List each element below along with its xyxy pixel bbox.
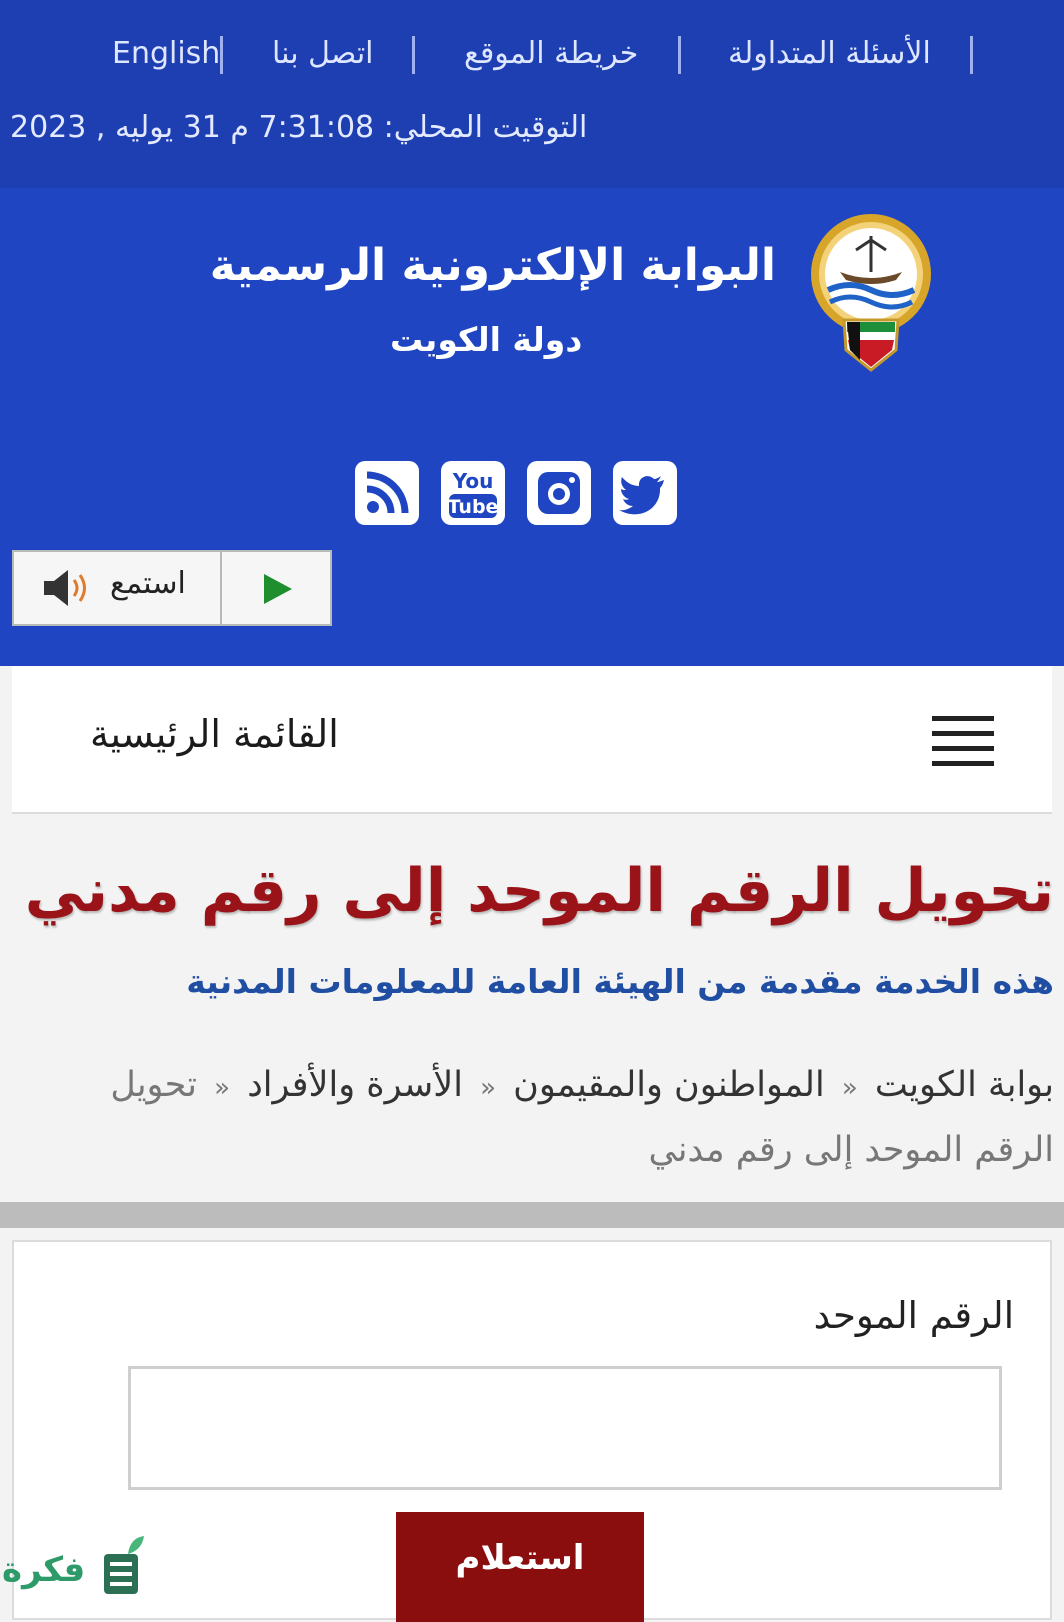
unified-number-input[interactable]: [128, 1366, 1002, 1490]
play-icon: [260, 572, 294, 606]
listen-label[interactable]: استمع: [110, 566, 186, 601]
speaker-icon[interactable]: [40, 566, 96, 610]
youtube-tube-text: Tube: [447, 496, 499, 518]
local-time: التوقيت المحلي: 7:31:08 م 31 يوليه , 2023: [10, 110, 588, 145]
listen-widget: [12, 550, 332, 626]
hamburger-menu-icon[interactable]: [932, 716, 994, 768]
twitter-icon[interactable]: [612, 460, 678, 526]
breadcrumb-separator: «: [480, 1073, 496, 1103]
divider: [678, 36, 681, 74]
service-provider-note: هذه الخدمة مقدمة من الهيئة العامة للمعلومات المدنية: [186, 962, 1054, 1001]
site-watermark-logo: [0, 1532, 156, 1600]
kuwait-emblem-logo[interactable]: [800, 210, 942, 372]
divider: [970, 36, 973, 74]
play-button[interactable]: [220, 552, 330, 624]
inquiry-form: [12, 1240, 1052, 1620]
youtube-icon[interactable]: [440, 460, 506, 526]
divider: [220, 36, 223, 74]
section-divider: [0, 1202, 1064, 1228]
breadcrumb-separator: «: [214, 1073, 231, 1103]
top-bar: [0, 0, 1064, 190]
instagram-icon[interactable]: [526, 460, 592, 526]
contact-us-link[interactable]: اتصل بنا: [272, 36, 374, 71]
youtube-you-text: You: [452, 469, 494, 493]
unified-number-label: الرقم الموحد: [813, 1294, 1014, 1337]
divider: [412, 36, 415, 74]
site-subtitle: دولة الكويت: [390, 320, 583, 359]
rss-icon[interactable]: [354, 460, 420, 526]
english-link[interactable]: English: [112, 36, 221, 71]
breadcrumb-item[interactable]: بوابة الكويت: [874, 1065, 1054, 1105]
inquiry-submit-button[interactable]: استعلام: [396, 1512, 644, 1622]
breadcrumb-current: تحويل الرقم الموحد إلى رقم مدني: [110, 1065, 1054, 1170]
book-plant-icon: [98, 1532, 150, 1598]
top-links: [0, 30, 1064, 78]
breadcrumb-item[interactable]: المواطنون والمقيمون: [513, 1065, 825, 1105]
sitemap-link[interactable]: خريطة الموقع: [464, 36, 639, 71]
page-title: تحويل الرقم الموحد إلى رقم مدني: [24, 856, 1054, 926]
main-menu-label[interactable]: القائمة الرئيسية: [90, 712, 339, 756]
site-title: البوابة الإلكترونية الرسمية: [209, 240, 776, 291]
breadcrumb-item[interactable]: الأسرة والأفراد: [247, 1065, 463, 1105]
faq-link[interactable]: الأسئلة المتداولة: [728, 36, 931, 71]
watermark-text: فكرة: [2, 1550, 86, 1590]
main-menu-bar[interactable]: [12, 666, 1052, 814]
site-header: [0, 188, 1064, 666]
breadcrumb: [74, 1054, 1054, 1181]
breadcrumb-separator: «: [841, 1073, 858, 1103]
